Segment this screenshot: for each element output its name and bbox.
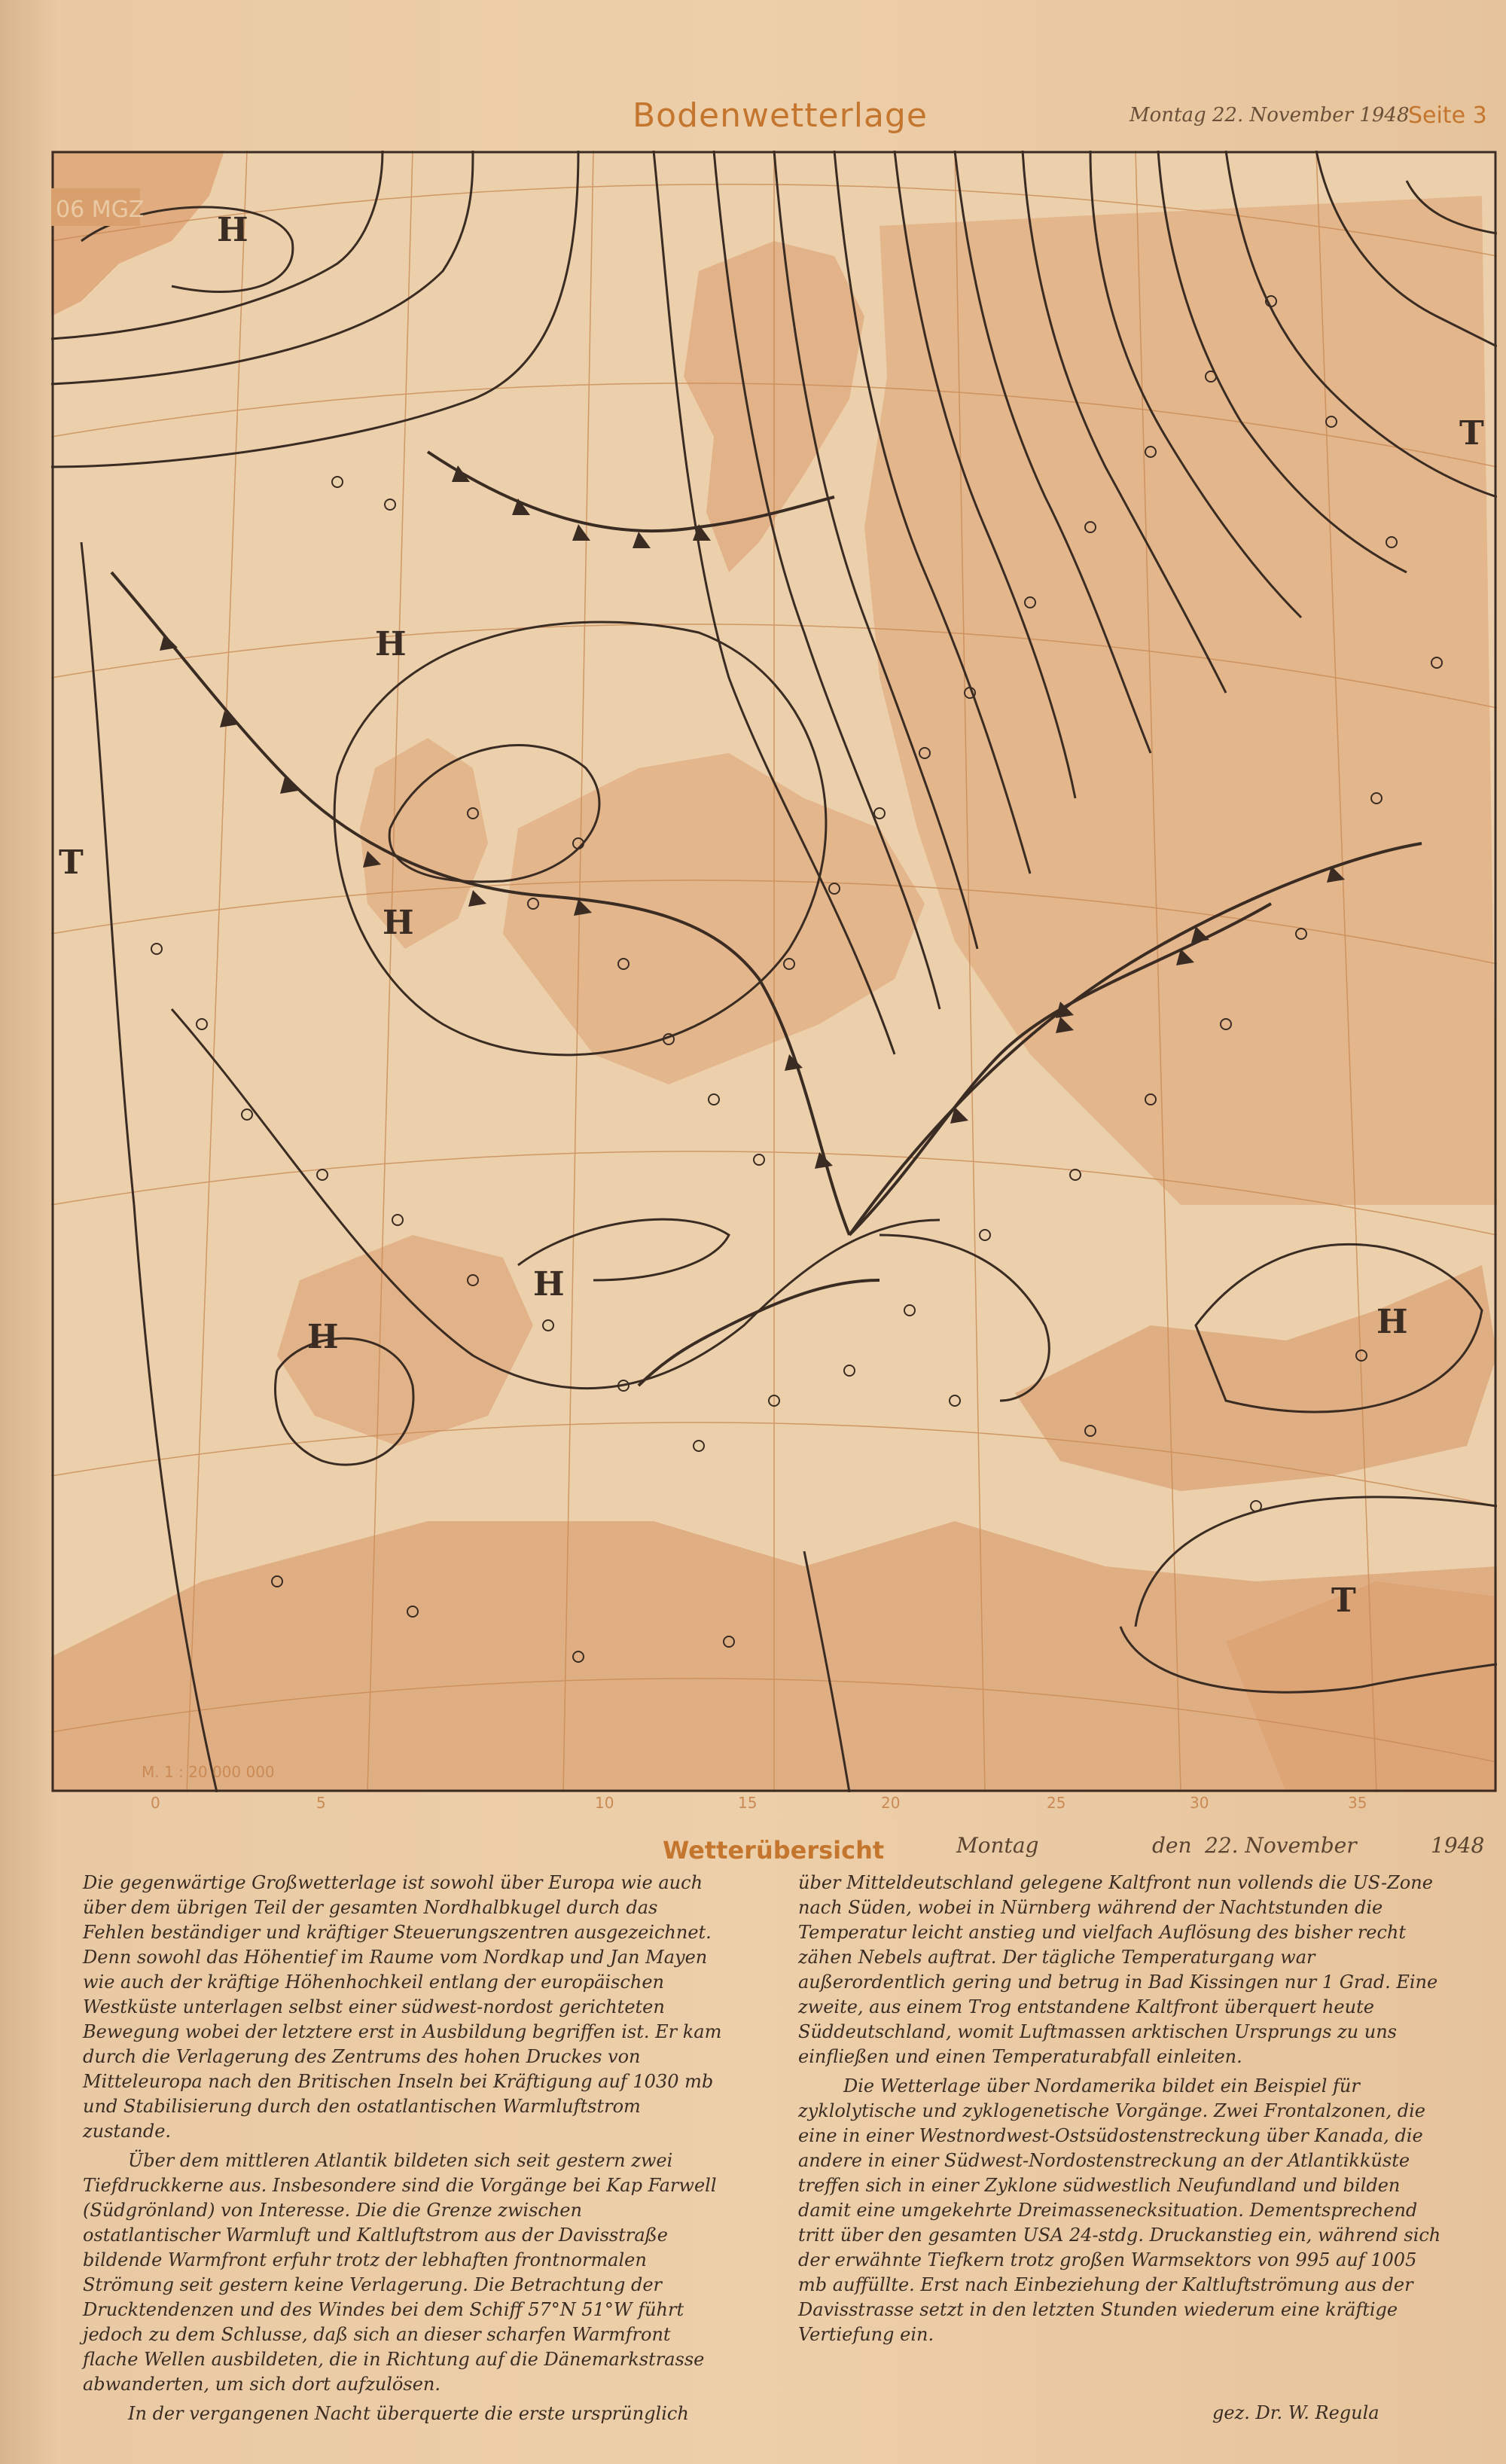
summary-title: Wetterübersicht	[663, 1836, 885, 1865]
lon-label-bottom: 35	[1348, 1794, 1367, 1812]
summary-den: den	[1152, 1833, 1192, 1858]
summary-paragraph: Die Wetterlage über Nordamerika bildet ein Beispiel für zyklolytische und zyklogenetische Vorgänge. Zwei Frontalzonen, die eine in einer Westnordwest-Ostsüdostenstreckung über Kanada, die andere in einer Südwest-Nordostenstreckung an der Atlantikküste treffen sich in einer Zyklone südwestlich Neufundland und bilden damit eine umgekehrte Dreimassenecksituation. Dementsprechend tritt über den gesamten USA 24-stdg. Druckanstieg ein, während sich der erwähnte Tiefkern trotz großen Warmsektors von 995 auf 1005 mb auffüllte. Erst nach Einbeziehung der Kaltluftströmung aus der Davisstrasse setzt in den letzten Stunden wiederum eine kräftige Vertiefung ein.	[798, 2075, 1441, 2345]
high-pressure-marker: H	[383, 904, 414, 942]
low-pressure-marker: T	[1459, 414, 1484, 453]
summary-paragraph: In der vergangenen Nacht überquerte die erste ursprünglich	[128, 2403, 689, 2424]
summary-day: Montag	[956, 1833, 1039, 1858]
page-title: Bodenwetterlage	[633, 96, 928, 135]
high-pressure-marker: H	[375, 625, 407, 663]
summary-paragraph: über Mitteldeutschland gelegene Kaltfront nun vollends die US-Zone nach Süden, wobei in Nürnberg während der Nachtstunden die Temperatur leicht anstieg und vielfach Auflösung des bisher recht zähen Nebels auftrat. Der tägliche Temperaturgang war außerordentlich gering und betrug in Bad Kissingen nur 1 Grad. Eine zweite, aus einem Trog entstandene Kaltfront überquert heute Süddeutschland, womit Luftmassen arktischen Ursprungs zu uns einfließen und einen Temperaturabfall einleiten.	[798, 1872, 1438, 2067]
low-pressure-marker: T	[1331, 1581, 1356, 1620]
high-pressure-marker: H	[533, 1265, 565, 1304]
bottom-longitude-row	[136, 1794, 1416, 1816]
high-pressure-marker: H	[217, 211, 248, 249]
lon-label-bottom: 10	[595, 1794, 614, 1812]
high-pressure-marker: H	[307, 1318, 339, 1356]
page-number: Seite 3	[1408, 102, 1487, 129]
lon-label-bottom: 5	[316, 1794, 326, 1812]
summary-paragraph: Die gegenwärtige Großwetterlage ist sowohl über Europa wie auch über dem übrigen Teil der gesamten Nordhalbkugel durch das Fehlen beständiger und kräftiger Steuerungszentren ausgezeichnet. Denn sowohl das Höhentief im Raume vom Nordkap und Jan Mayen wie auch der kräftige Höhenhochkeil entlang der europäischen Westküste unterlagen selbst einer südwest-nordost gerichteten Bewegung wobei der letztere erst in Ausbildung begriffen ist. Er kam durch die Verlagerung des Zentrums des hohen Druckes von Mitteleuropa nach den Britischen Inseln bei Kräftigung auf 1030 mb und Stabilisierung durch den ostatlantischen Warmluftstrom zustande.	[83, 1872, 722, 2142]
summary-left-column	[83, 1871, 723, 2431]
map-scale-label: M. 1 : 20 000 000	[142, 1763, 275, 1781]
summary-paragraph: Über dem mittleren Atlantik bildeten sich seit gestern zwei Tiefdruckkerne aus. Insbesondere sind die Vorgänge bei Kap Farwell (Südgrönland) von Interesse. Die die Grenze zwischen ostatlantischer Warmluft und Kaltluftstrom aus der Davisstraße bildende Warmfront erfuhr trotz der lebhaften frontnormalen Strömung seit gestern keine Verlagerung. Die Betrachtung der Drucktendenzen und des Windes bei dem Schiff 57°N 51°W führt jedoch zu dem Schlusse, daß sich an dieser scharfen Warmfront flache Wellen ausbildeten, die in Richtung auf die Dänemarkstrasse abwanderten, um sich dort aufzulösen.	[83, 2150, 717, 2395]
time-label: 06 MGZ	[56, 197, 145, 223]
weather-map	[51, 151, 1497, 1792]
lon-label-bottom: 25	[1047, 1794, 1066, 1812]
lon-label-bottom: 15	[738, 1794, 758, 1812]
high-pressure-marker: H	[1376, 1303, 1408, 1341]
summary-year: 1948	[1431, 1833, 1485, 1858]
summary-right-column	[798, 1871, 1446, 2352]
low-pressure-marker: T	[59, 843, 84, 882]
summary-date: 22. November	[1205, 1833, 1357, 1858]
lon-label-bottom: 20	[881, 1794, 901, 1812]
lon-label-bottom: 0	[151, 1794, 160, 1812]
signature: gez. Dr. W. Regula	[1212, 2402, 1379, 2423]
lon-label-bottom: 30	[1190, 1794, 1209, 1812]
header-date: Montag 22. November 1948	[1130, 104, 1410, 127]
